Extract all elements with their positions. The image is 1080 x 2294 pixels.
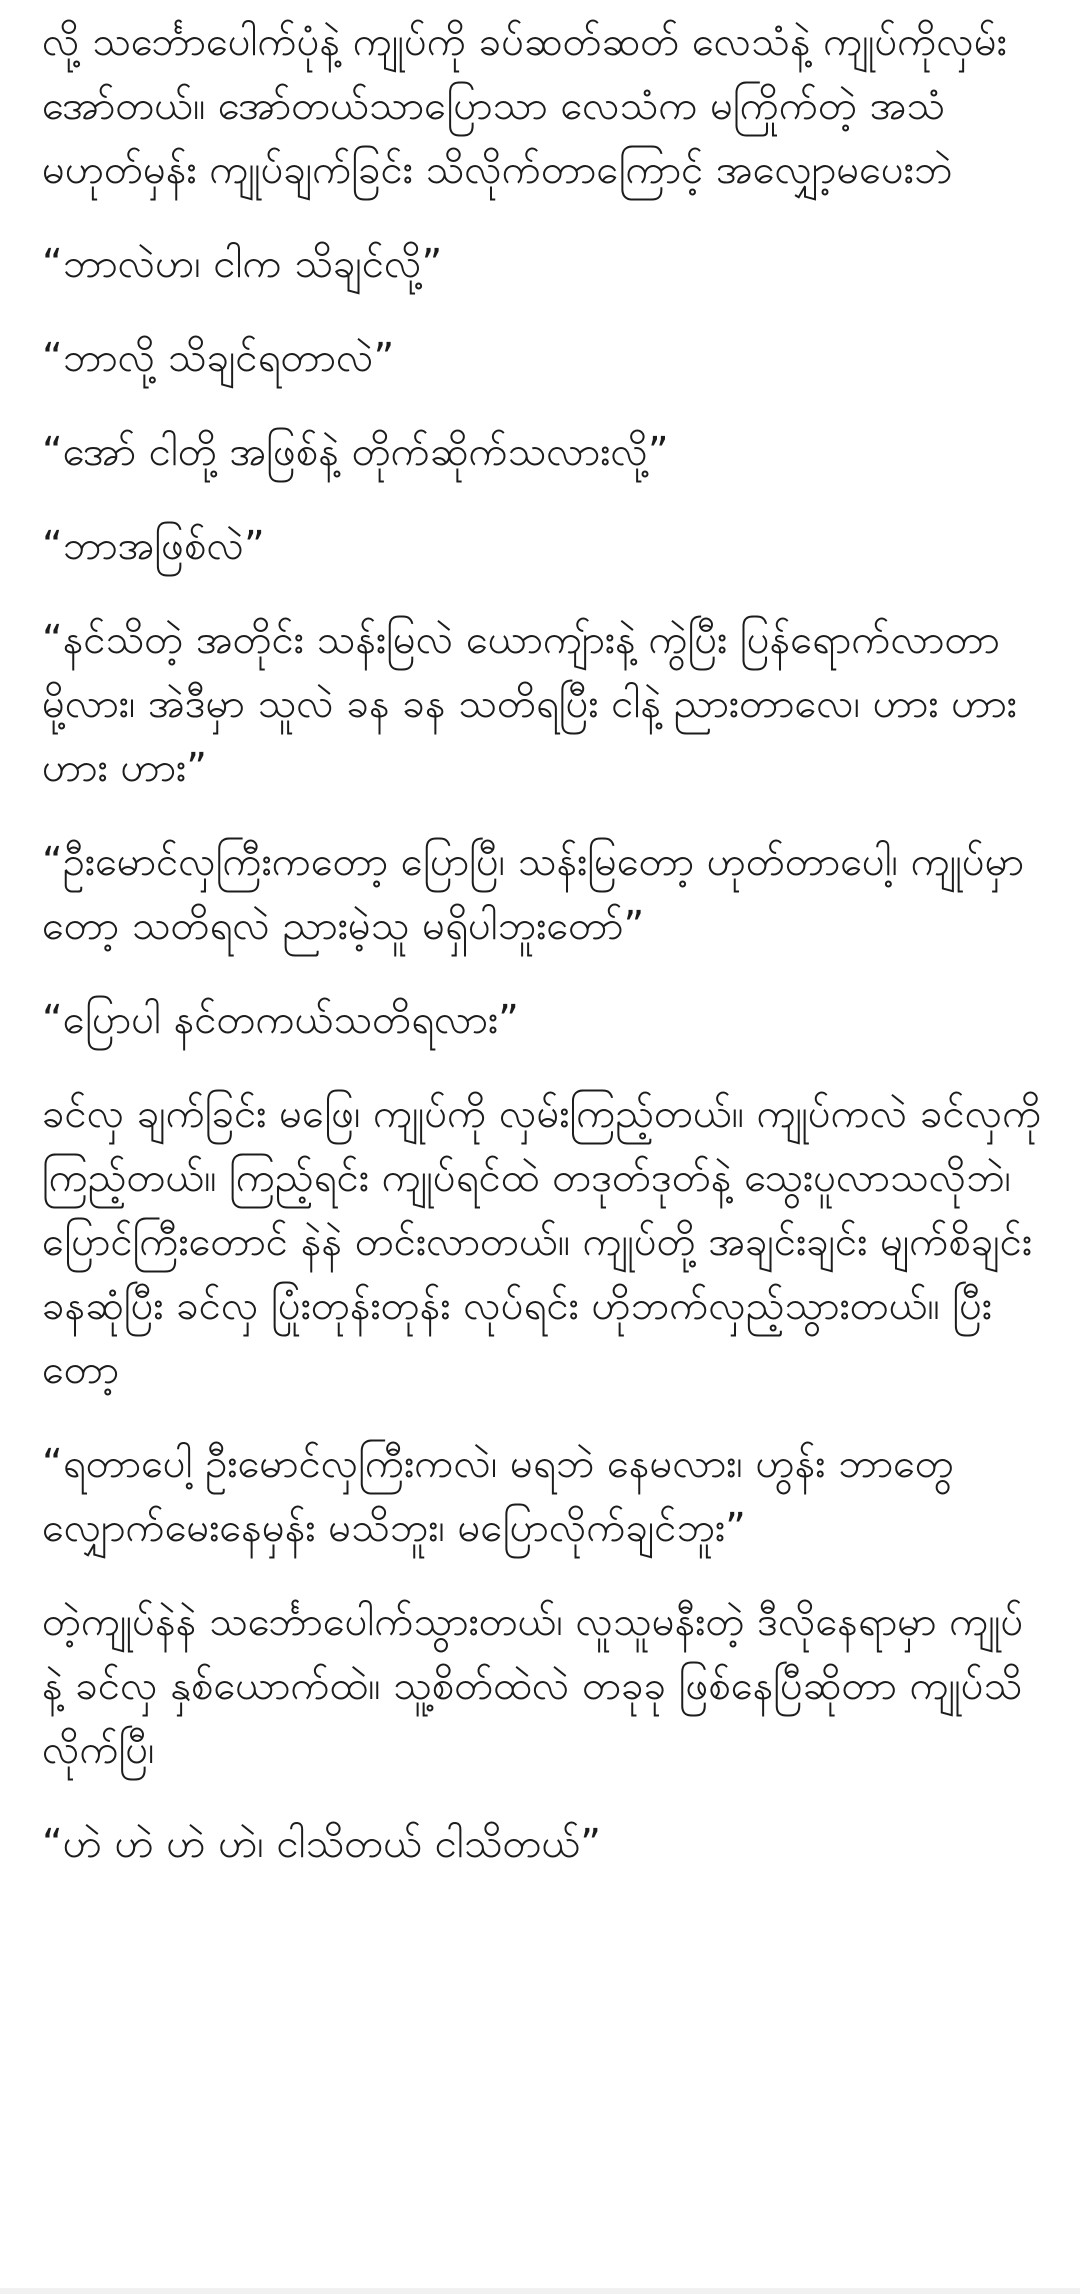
page-bottom-edge <box>0 2288 1080 2294</box>
dialogue-line: “ရတာပေါ့ ဦးမောင်လှကြီးကလဲ၊ မရဘဲ နေမလား၊ ဟွန်း ဘာတွေ လျှောက်မေးနေမှန်း မသိဘူး၊ မပြောလိုက်ချင်ဘူး” <box>42 1441 954 1551</box>
paragraph: ခင်လှ ချက်ခြင်း မဖြေ၊ ကျုပ်ကို လှမ်းကြည့်တယ်။ ကျုပ်ကလဲ ခင်လှကို ကြည့်တယ်။ ကြည့်ရင်း ကျုပ်ရင်ထဲ တဒုတ်ဒုတ်နဲ့ သွေးပူလာသလိုဘဲ၊ ပြောင်ကြီးတောင် နဲနဲ တင်းလာတယ်။ ကျုပ်တို့ အချင်းချင်း မျက်စိချင်း ခနဆုံပြီး ခင်လှ ပြုံးတုန်းတုန်း လုပ်ရင်း ဟိုဘက်လှည့်သွားတယ်။ ပြီးတော့ <box>42 1091 1042 1393</box>
dialogue-line: “ဟဲ ဟဲ ဟဲ ဟဲ၊ ငါသိတယ် ငါသိတယ်” <box>42 1821 602 1867</box>
dialogue-line: “ဘာလဲဟ၊ ငါက သိချင်လို့” <box>42 241 443 287</box>
dialogue-line: “ဘာအဖြစ်လဲ” <box>42 523 265 569</box>
dialogue-line: “ဦးမောင်လှကြီးကတော့ ပြောပြီ၊ သန်းမြတော့ ဟုတ်တာပေါ့၊ ကျုပ်မှာတော့ သတိရလဲ ညားမဲ့သူ မရှိပါဘူးတော်” <box>42 839 1025 949</box>
dialogue-line: “ပြောပါ နင်တကယ်သတိရလား” <box>42 997 519 1043</box>
dialogue-line: “ဘာလို့ သိချင်ရတာလဲ” <box>42 335 395 381</box>
dialogue-line: “အော် ငါတို့ အဖြစ်နဲ့ တိုက်ဆိုက်သလားလို့” <box>42 429 669 475</box>
dialogue-line: “နင်သိတဲ့ အတိုင်း သန်းမြလဲ ယောကျ်ားနဲ့ ကွဲပြီး ပြန်ရောက်လာတာ မို့လား၊ အဲဒီမှာ သူလဲ ခန ခန သတိရပြီး ငါနဲ့ ညားတာလေ၊ ဟား ဟား ဟား ဟား” <box>42 617 1017 791</box>
paragraph: လို့ သင်္ဘောပေါက်ပုံနဲ့ ကျုပ်ကို ခပ်ဆတ်ဆတ် လေသံနဲ့ ကျုပ်ကိုလှမ်းအော်တယ်။ အော်တယ်သာပြောသာ လေသံက မကြိုက်တဲ့ အသံမဟုတ်မှန်း ကျုပ်ချက်ခြင်း သိလိုက်တာကြောင့် အလျှော့မပေးဘဲ <box>42 19 1007 193</box>
paragraph: တဲ့ကျုပ်နဲနဲ သင်္ဘောပေါက်သွားတယ်၊ လူသူမနီးတဲ့ ဒီလိုနေရာမှာ ကျုပ်နဲ့ ခင်လှ နှစ်ယောက်ထဲ။ သူ့စိတ်ထဲလဲ တခုခု ဖြစ်နေပြီဆိုတာ ကျုပ်သိလိုက်ပြီ၊ <box>42 1599 1024 1773</box>
